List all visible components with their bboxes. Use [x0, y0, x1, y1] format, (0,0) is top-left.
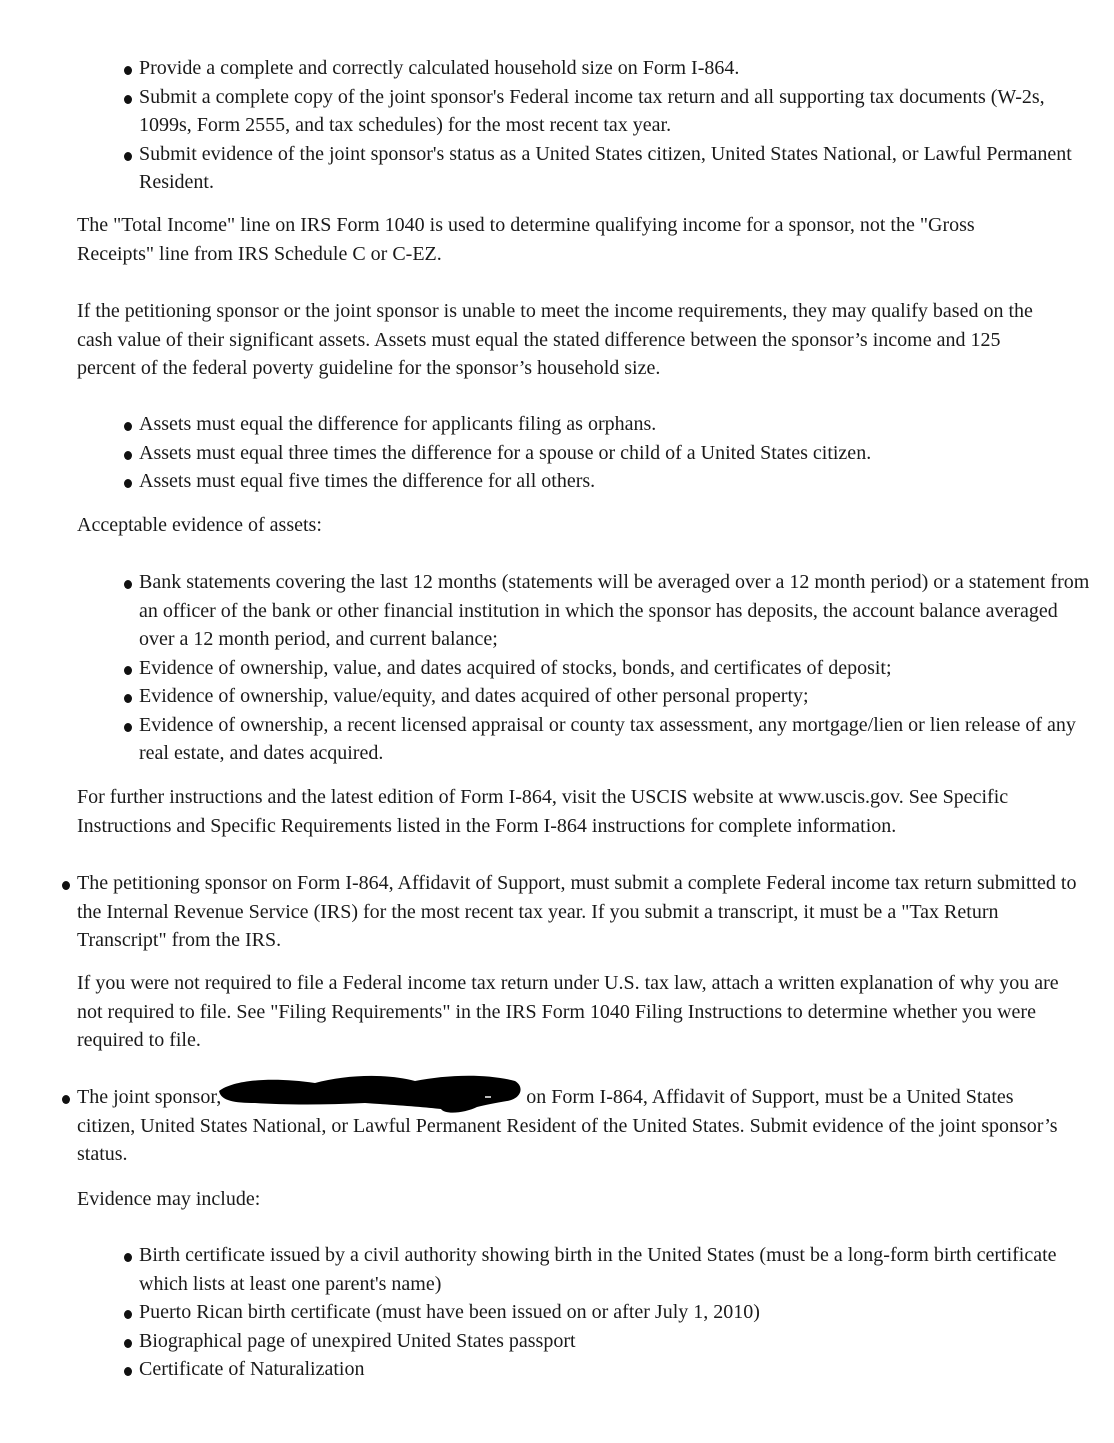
joint-sponsor-suffix: on Form I-864, Affidavit of Support, must be a United States citizen, United States National, or Lawful Permanent Resident of the United States. Submit evidence of the joint sponsor’s status. [77, 1086, 1058, 1165]
list-item-text: Certificate of Naturalization [139, 1358, 365, 1380]
bullet-icon [124, 694, 132, 703]
acceptable-evidence-heading: Acceptable evidence of assets: [77, 514, 322, 536]
list-item-text: Evidence of ownership, a recent licensed appraisal or county tax assessment, any mortgage/lien or lien release of any real estate, and dates acquired. [139, 713, 1076, 764]
bullet-icon [62, 881, 70, 890]
list-item [139, 54, 1094, 83]
petitioning-sponsor-list [77, 869, 1092, 955]
bullet-icon [124, 479, 132, 488]
list-item-text: Evidence of ownership, value/equity, and dates acquired of other personal property; [139, 685, 809, 707]
status-evidence-list [139, 1241, 1094, 1384]
list-item [139, 140, 1094, 197]
list-item [77, 1083, 1067, 1169]
bullet-icon [124, 66, 132, 75]
bullet-icon [124, 95, 132, 104]
bullet-icon [124, 723, 132, 732]
list-item [77, 869, 1092, 955]
list-item-text: The petitioning sponsor on Form I-864, Affidavit of Support, must submit a complete Federal income tax return submitted to the Internal Revenue Service (IRS) for the most recent tax year. If you submit a transcript, it must be a "Tax Return Transcript" from the IRS. [77, 872, 1077, 951]
bullet-icon [124, 666, 132, 675]
list-item [139, 439, 1094, 468]
list-item-text: Puerto Rican birth certificate (must have been issued on or after July 1, 2010) [139, 1301, 760, 1323]
bullet-icon [124, 422, 132, 431]
list-item-text: Birth certificate issued by a civil authority showing birth in the United States (must be a long-form birth certificate which lists at least one parent's name) [139, 1244, 1057, 1295]
bullet-icon [62, 1095, 70, 1104]
bullet-icon [124, 1367, 132, 1376]
bullet-icon [124, 1253, 132, 1262]
evidence-may-include-heading: Evidence may include: [77, 1188, 261, 1210]
list-item [139, 654, 1094, 683]
joint-sponsor-list [77, 1083, 1067, 1169]
list-item-text: Assets must equal the difference for applicants filing as orphans. [139, 413, 657, 435]
bullet-icon [124, 451, 132, 460]
bullet-icon [124, 152, 132, 161]
assets-paragraph: If the petitioning sponsor or the joint sponsor is unable to meet the income requirements, they may qualify based on the cash value of their significant assets. Assets must equal the stated difference between the sponsor’s income and 125 percent of the federal poverty guideline for the sponsor’s household size. [77, 300, 1033, 379]
list-item-text: Biographical page of unexpired United States passport [139, 1329, 576, 1352]
list-item [139, 568, 1094, 654]
list-item-text: Assets must equal three times the difference for a spouse or child of a United States citizen. [139, 441, 872, 464]
list-item [139, 410, 1094, 439]
sponsor-requirements-list [139, 54, 1094, 197]
list-item-text: Bank statements covering the last 12 months (statements will be averaged over a 12 month period) or a statement from an officer of the bank or other financial institution in which the sponsor has deposits, the account balance averaged over a 12 month period, and current balance; [139, 571, 1090, 650]
bullet-icon [124, 1339, 132, 1348]
total-income-paragraph: The "Total Income" line on IRS Form 1040 is used to determine qualifying income for a sponsor, not the "Gross Receipts" line from IRS Schedule C or C-EZ. [77, 214, 975, 265]
asset-evidence-list [139, 568, 1094, 768]
list-item [139, 711, 1094, 768]
list-item [139, 83, 1094, 140]
list-item [139, 1327, 1094, 1356]
not-required-paragraph: If you were not required to file a Federal income tax return under U.S. tax law, attach a written explanation of why you are not required to file. See "Filing Requirements" in the IRS Form 1040 Filing Instructions to determine whether you were required to file. [77, 972, 1059, 1051]
joint-sponsor-prefix: The joint sponsor, [77, 1086, 222, 1108]
list-item [139, 1355, 1094, 1384]
list-item-text: Submit a complete copy of the joint sponsor's Federal income tax return and all supporting tax documents (W-2s, 1099s, Form 2555, and tax schedules) for the most recent tax year. [139, 85, 1045, 136]
bullet-icon [124, 580, 132, 589]
further-instructions-paragraph: For further instructions and the latest edition of Form I-864, visit the USCIS website at www.uscis.gov. See Specific Instructions and Specific Requirements listed in the Form I-864 instructions for complete information. [77, 786, 1009, 837]
list-item-text: Evidence of ownership, value, and dates acquired of stocks, bonds, and certificates of deposit; [139, 656, 892, 679]
list-item [139, 682, 1094, 711]
list-item [139, 1298, 1094, 1327]
bullet-icon [124, 1310, 132, 1319]
assets-requirements-list [139, 410, 1094, 496]
redaction-scribble-icon [215, 1071, 525, 1115]
list-item-text: Assets must equal five times the difference for all others. [139, 470, 596, 492]
redaction-mark [221, 1083, 521, 1103]
list-item [139, 467, 1094, 496]
list-item-text: Submit evidence of the joint sponsor's status as a United States citizen, United States National, or Lawful Permanent Resident. [139, 142, 1072, 193]
list-item [139, 1241, 1094, 1298]
list-item-text: Provide a complete and correctly calculated household size on Form I-864. [139, 57, 740, 79]
